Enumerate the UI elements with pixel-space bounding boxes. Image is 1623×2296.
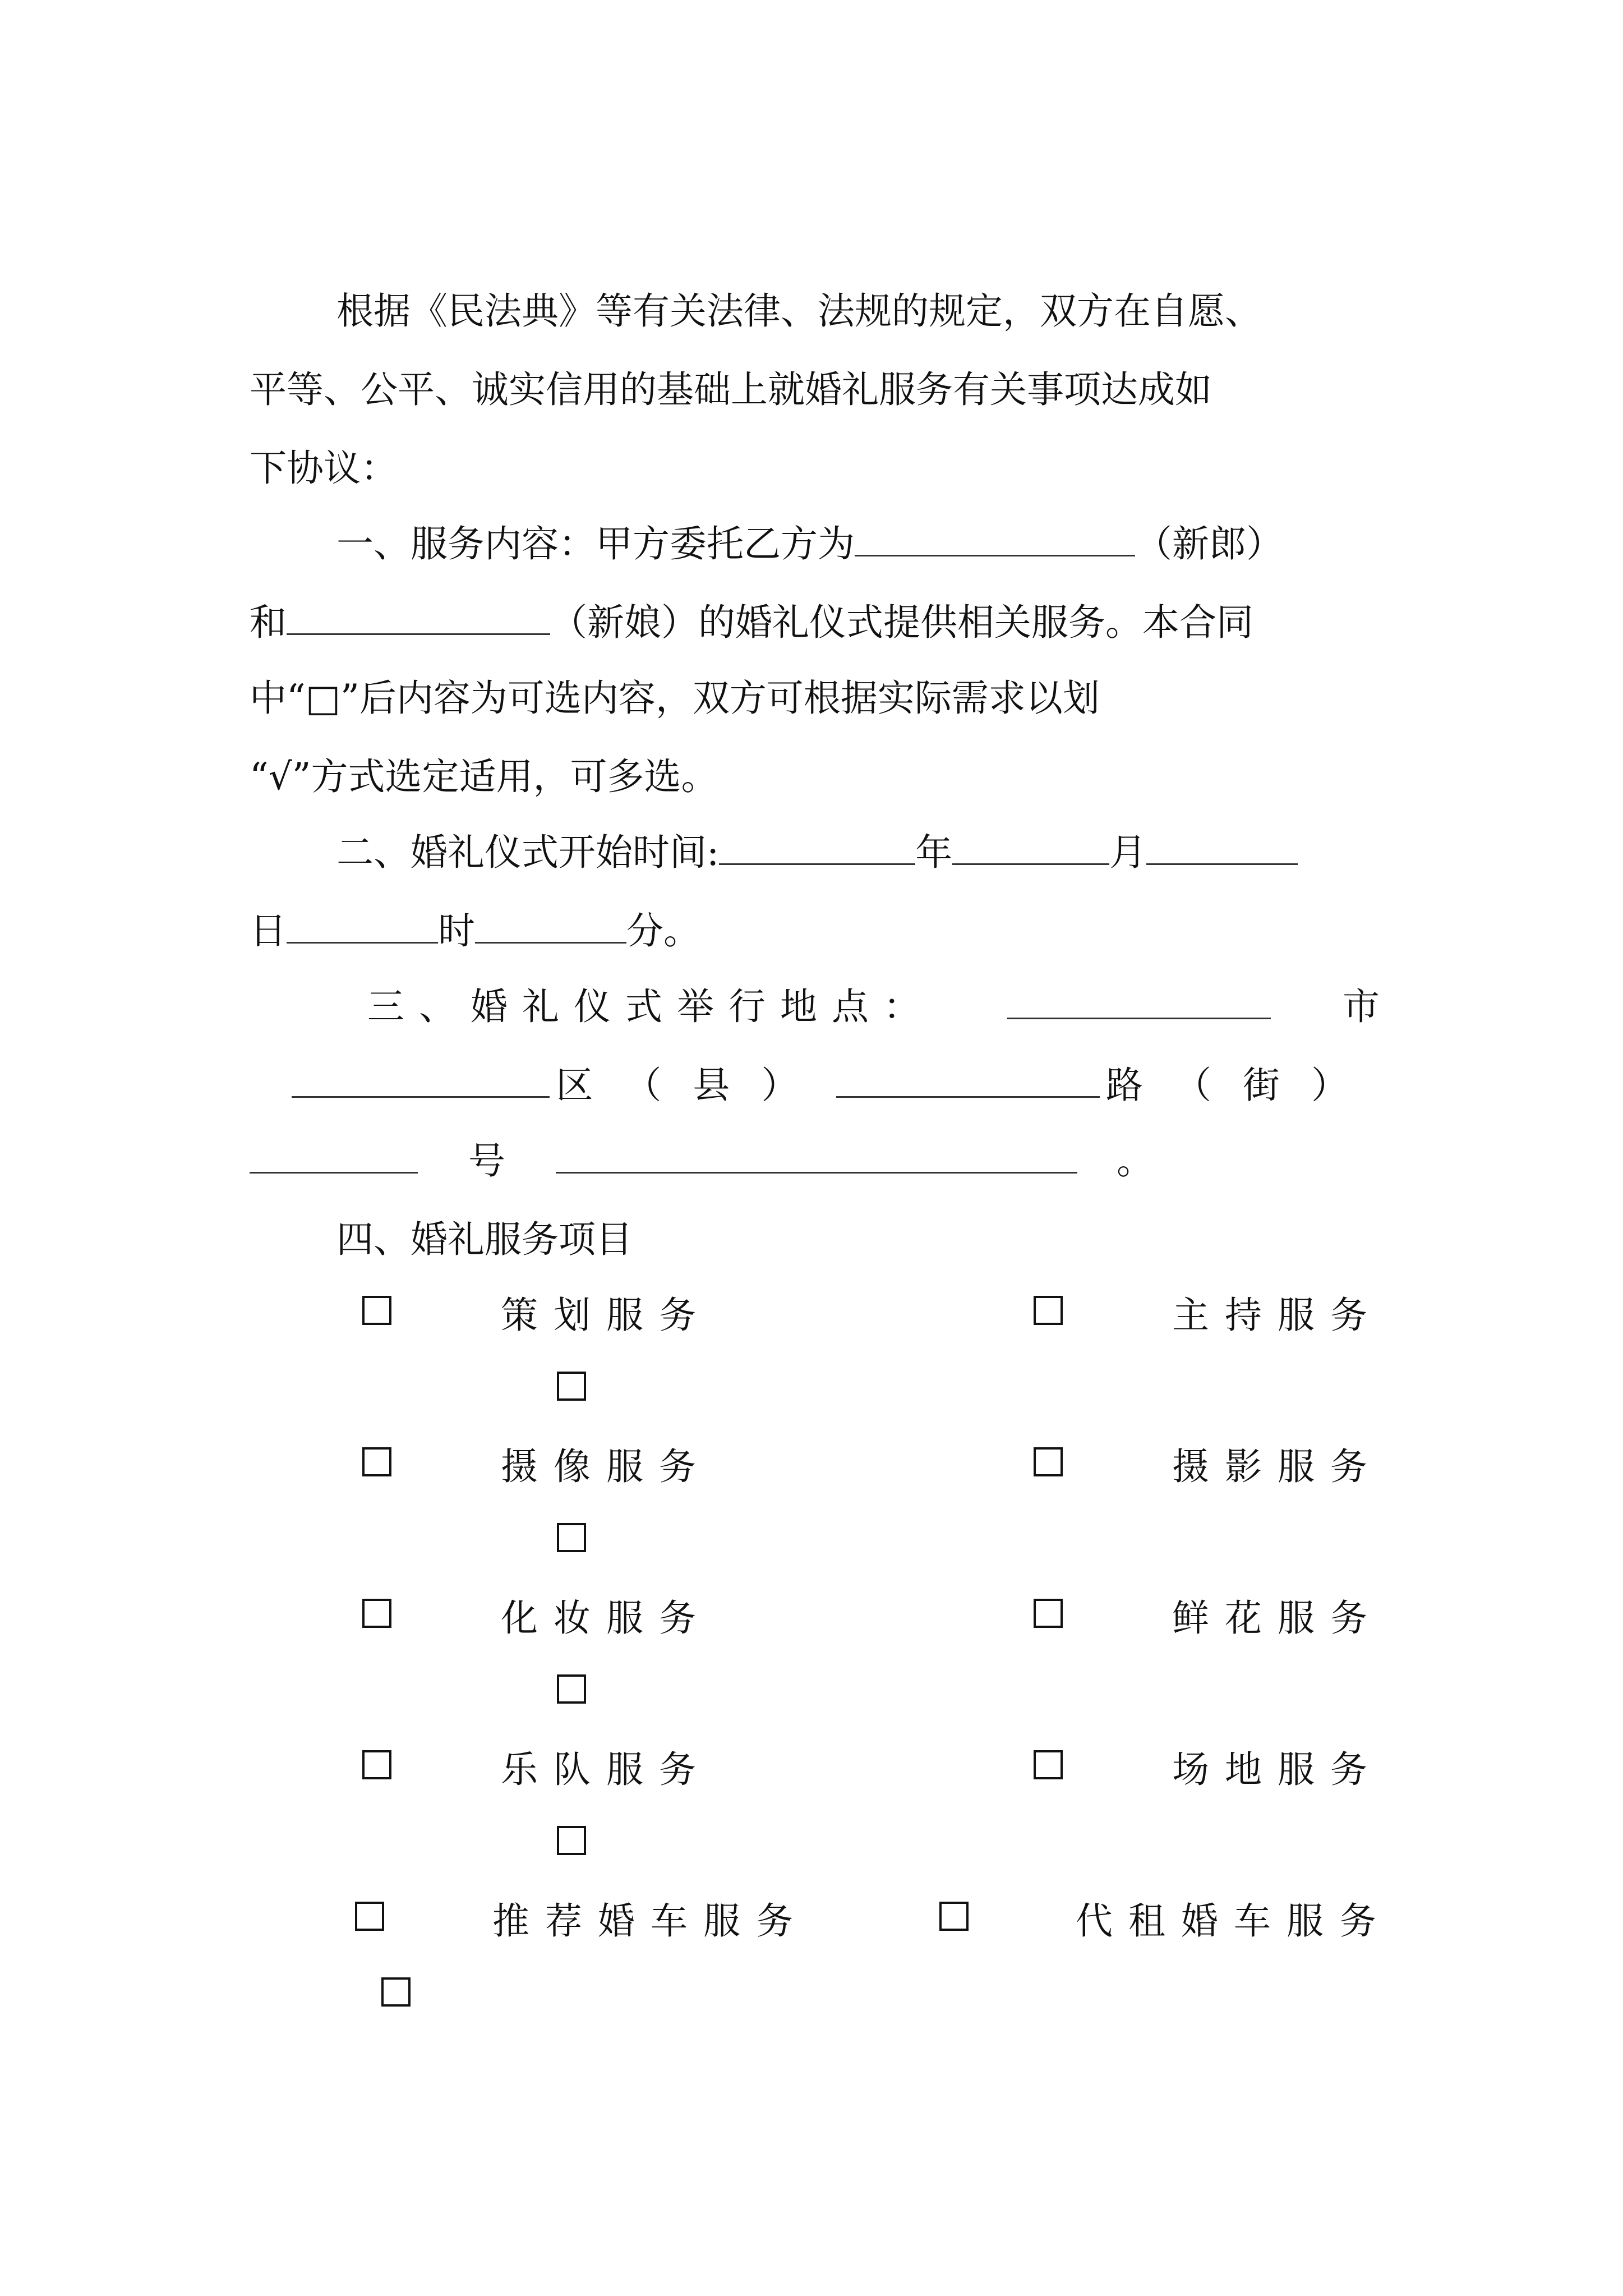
service-videography: 摄像服务 <box>501 1445 712 1488</box>
checkbox-band[interactable] <box>362 1750 391 1779</box>
section2-line-2 <box>250 906 700 956</box>
minute-blank[interactable] <box>475 908 626 944</box>
bride-label-rest: （新娘）的婚礼仪式提供相关服务。本合同 <box>550 601 1253 644</box>
day-blank[interactable] <box>1146 830 1298 865</box>
day-label: 日 <box>250 909 287 953</box>
checkbox-extra-3[interactable] <box>557 1674 586 1704</box>
service-planning: 策划服务 <box>501 1294 712 1337</box>
checkbox-flowers[interactable] <box>1034 1599 1063 1628</box>
section1-line-4: “√”方式选定适用，可多选。 <box>250 755 718 798</box>
hour-blank[interactable] <box>287 908 438 944</box>
address-end: 。 <box>1117 1139 1154 1182</box>
groom-label: （新郎） <box>1135 522 1283 565</box>
checkbox-hosting[interactable] <box>1034 1296 1063 1325</box>
checkbox-rental-car[interactable] <box>939 1902 969 1931</box>
service-makeup: 化妆服务 <box>501 1596 712 1640</box>
city-label: 市 <box>1343 985 1380 1028</box>
bride-name-blank[interactable] <box>287 600 550 635</box>
section1-line-2 <box>250 597 1253 648</box>
road-label: 路（街） <box>1105 1064 1380 1107</box>
checkbox-extra-5[interactable] <box>381 1977 411 2007</box>
service-flowers: 鲜花服务 <box>1172 1596 1383 1640</box>
checkbox-extra-1[interactable] <box>557 1372 586 1401</box>
checkbox-photography[interactable] <box>1034 1447 1063 1476</box>
section3-line-3 <box>250 1136 1154 1186</box>
groom-name-blank[interactable] <box>855 521 1135 556</box>
number-label: 号 <box>468 1139 505 1182</box>
service-venue: 场地服务 <box>1172 1748 1383 1791</box>
checkbox-extra-2[interactable] <box>557 1523 586 1552</box>
checkbox-extra-4[interactable] <box>557 1826 586 1855</box>
number-blank[interactable] <box>250 1138 418 1174</box>
service-hosting: 主持服务 <box>1172 1294 1383 1337</box>
checkbox-planning[interactable] <box>362 1296 391 1325</box>
checkbox-videography[interactable] <box>362 1447 391 1476</box>
service-band: 乐队服务 <box>501 1748 712 1791</box>
checkbox-venue[interactable] <box>1034 1750 1063 1779</box>
road-blank[interactable] <box>836 1062 1100 1098</box>
section1-line-1 <box>336 519 1283 569</box>
minute-label: 分。 <box>626 909 700 953</box>
service-rental-car: 代租婚车服务 <box>1076 1899 1392 1943</box>
section3-line-1 <box>367 982 1380 1032</box>
year-blank[interactable] <box>719 830 915 865</box>
section1-prefix: 一、服务内容：甲方委托乙方为 <box>336 522 855 565</box>
intro-line-1: 根据《民法典》等有关法律、法规的规定，双方在自愿、 <box>336 289 1262 333</box>
service-photography: 摄影服务 <box>1172 1445 1383 1488</box>
intro-line-2: 平等、公平、诚实信用的基础上就婚礼服务有关事项达成如 <box>250 368 1212 411</box>
and-label: 和 <box>250 601 287 644</box>
month-label: 月 <box>1109 831 1147 874</box>
section4-title: 四、婚礼服务项目 <box>336 1218 633 1261</box>
service-recommended-car: 推荐婚车服务 <box>492 1899 809 1943</box>
section3-prefix: 三、婚礼仪式举行地点： <box>367 985 935 1028</box>
section1-line-3: 中“□”后内容为可选内容，双方可根据实际需求以划 <box>250 677 1100 720</box>
section2-line-1 <box>336 827 1298 878</box>
year-label: 年 <box>915 831 953 874</box>
section3-line-2 <box>292 1060 1380 1111</box>
city-blank[interactable] <box>1007 984 1271 1019</box>
checkbox-recommended-car[interactable] <box>355 1902 384 1931</box>
month-blank[interactable] <box>952 830 1109 865</box>
checkbox-makeup[interactable] <box>362 1599 391 1628</box>
section2-prefix: 二、婚礼仪式开始时间: <box>336 831 720 874</box>
district-blank[interactable] <box>292 1062 550 1098</box>
hour-label: 时 <box>438 909 475 953</box>
district-label: 区（县） <box>556 1064 830 1107</box>
intro-line-3: 下协议： <box>250 447 398 490</box>
address-detail-blank[interactable] <box>556 1138 1077 1174</box>
